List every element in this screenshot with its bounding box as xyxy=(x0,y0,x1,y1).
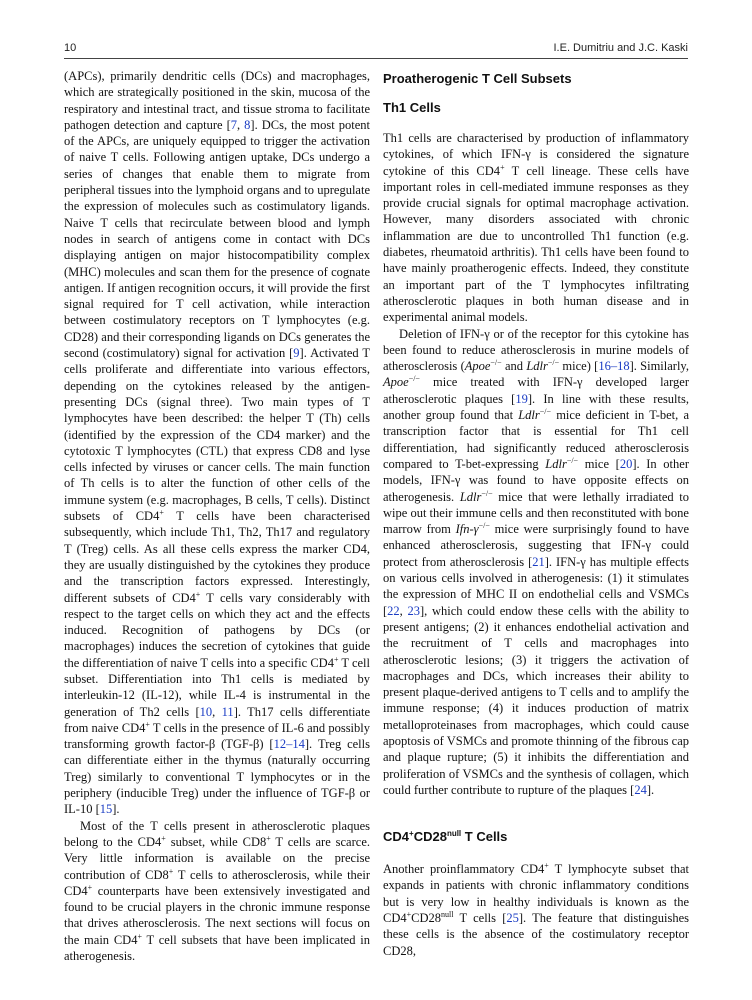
citation-link[interactable]: 22 xyxy=(387,603,400,618)
citation-link[interactable]: 9 xyxy=(293,346,300,361)
citation-link[interactable]: 20 xyxy=(619,456,633,471)
citation-link[interactable]: 25 xyxy=(506,911,519,926)
citation-link[interactable]: 12–14 xyxy=(273,737,305,752)
citation-link[interactable]: 11 xyxy=(221,704,234,719)
citation-link[interactable]: 19 xyxy=(515,391,528,406)
citation-link[interactable]: 15 xyxy=(99,802,113,817)
body-paragraph: Most of the T cells present in atherosclerotic plaques belong to the CD4+ subset, while CD8+ T cells are scarce. Very little information is available on the precise contribution of CD8+ T cells to atherosclerosis, while their CD4+ counterparts have been extensively investigated and found to be crucial players in the chronic immune response that drives atherosclerosis. The next sections will focus on the main CD4+ T cell subsets that have been implicated in atherogenesis. xyxy=(64,818,370,964)
citation-link[interactable]: 21 xyxy=(532,554,545,569)
body-paragraph: Th1 cells are characterised by production of inflammatory cytokines, of which IFN-γ is considered the signature cytokine of this CD4+ T cell lineage. These cells have important roles in cell-mediated immune responses as they provide crucial signals for optimal macrophage activation. However, many disorders associated with chronic inflammation are due to uncontrolled Th1 function (e.g. diabetes, rheumatoid arthritis). Th1 cells have been found to have mainly proatherogenic effects. Indeed, they constitute an important part of the T lymphocytes infiltrating atherosclerotic plaques in both human disease and in experimental animal models. xyxy=(383,131,689,325)
subsection-heading: $CD4^+CD28^{null}$ T Cells xyxy=(383,829,508,845)
subsection-heading: Th1 Cells xyxy=(383,100,441,115)
right-column xyxy=(383,68,689,959)
citation-link[interactable]: 8 xyxy=(244,117,251,132)
citation-link[interactable]: 7 xyxy=(230,117,237,132)
citation-link[interactable]: 24 xyxy=(634,782,647,797)
citation-link[interactable]: 23 xyxy=(407,603,420,618)
body-paragraph: (APCs), primarily dendritic cells (DCs) and macrophages, which are strategically positioned in the skin, mucosa of the respiratory and intestinal tract, and tissue stroma to facilitate pathogen detection and capture [7, 8]. DCs, the most potent of the APCs, are uniquely equipped to trigger the activation of naive T cells. Following antigen uptake, DCs undergo a series of changes that enable them to migrate from peripheral tissues into the lymphoid organs and to upregulate the expression of molecules such as costimulatory ligands. Naive T cells that recirculate between blood and lymph nodes in search of antigens come in contact with DCs displaying antigen on major histocompatibility complex (MHC) molecules and scan them for the presence of cognate antigen. If antigen recognition occurs, it will provide the first signal required for T cell activation, while interaction between costimulatory receptors on T lymphocytes (e.g. CD28) and their corresponding ligands on DCs generates the second (costimulatory) signal for activation [9]. Activated T cells proliferate and differentiate into various effectors, depending on the cytokines released by the antigen-presenting DCs (signal three). Two main types of T lymphocytes have been described: the helper T (Th) cells (identified by the expression of the CD4 marker) and the cytotoxic T lymphocytes (CTL) that express CD8 and lyse cells infected by viruses or cancer cells. The main function of Th cells is to alter the function of other cells of the immune system (e.g. macrophages, B cells, T cells). Distinct subsets of CD4+ T cells have been characterised subsequently, which include Th1, Th2, Th17 and regulatory T (Treg) cells. As all these cells express the marker CD4, they are usually distinguished by the cytokines they produce and the transcription factors expressed. Interestingly, different subsets of CD4+ T cells vary considerably with respect to the target cells on which they act and the effects induced. Recognition of pathogens by DCs (or macrophages) induces the secretion of cytokines that guide the differentiation of naive T cells into a specific CD4+ T cell subset. Differentiation into Th1 cells is mediated by interleukin-12 (IL-12), while IL-4 is instrumental in the generation of Th2 cells [10, 11]. Th17 cells differentiate from naive CD4+ T cells in the presence of IL-6 and possibly transforming growth factor-β (TGF-β) [12–14]. Treg cells can differentiate either in the thymus (naturally occurring Treg) similarly to conventional T lymphocytes or in the periphery (inducible Treg) under the influence of TGF-β or IL-10 [15]. xyxy=(64,69,371,817)
page-number: 10 xyxy=(64,42,77,54)
left-column xyxy=(64,68,370,964)
citation-link[interactable]: 16–18 xyxy=(598,359,630,374)
body-paragraph: Another proinflammatory CD4+ T lymphocyte subset that expands in patients with chronic inflammatory conditions but is very low in healthy individuals is known as the $CD4^+CD28^{null}$ T cells [25]. The feature that distinguishes these cells is the absence of the costimulatory receptor CD28, xyxy=(383,861,689,958)
body-paragraph: Deletion of IFN-γ or of the receptor for this cytokine has been found to reduce atherosclerosis in murine models of atherosclerosis (Apoe−/− and Ldlr−/− mice) [16–18]. Similarly, Apoe−/− mice treated with IFN-γ developed larger atherosclerotic plaques [19]. In line with these results, another group found that Ldlr−/− mice deficient in T-bet, a transcription factor that is essential for Th1 cell differentiation, had significantly reduced atherosclerosis compared to T-bet-expressing Ldlr−/− mice [20]. In other models, IFN-γ was found to have opposite effects on atherogenesis. Ldlr−/− mice that were lethally irradiated to wipe out their immune cells and then reconstituted with bone marrow from Ifn-γ−/− mice were surprisingly found to have enhanced atherosclerosis, suggesting that IFN-γ could protect from atherosclerosis [21]. IFN-γ has multiple effects on various cells involved in atherogenesis: (1) it stimulates the expression of MHC II on endothelial cells and VSMCs [22, 23], which could endow these cells with the ability to present antigens; (2) it enhances endothelial activation and the recruitment of T cells and macrophages into atherosclerotic lesions; (3) it triggers the activation of macrophages and DCs, which increases their ability to present plaque-derived antigens to T cells and to amplify the immune response; (4) it induces production of matrix metalloproteinases from macrophages, which could cause apoptosis of VSMCs and promote thinning of the fibrous cap and plaque rupture; (5) it inhibits the differentiation and proliferation of VSMCs and the synthesis of collagen, which could further contribute to rupture of the plaques [24]. xyxy=(383,326,690,797)
running-head-authors: I.E. Dumitriu and J.C. Kaski xyxy=(553,42,688,54)
header-rule xyxy=(64,58,688,59)
citation-link[interactable]: 10 xyxy=(199,704,213,719)
section-heading: Proatherogenic T Cell Subsets xyxy=(383,71,572,86)
